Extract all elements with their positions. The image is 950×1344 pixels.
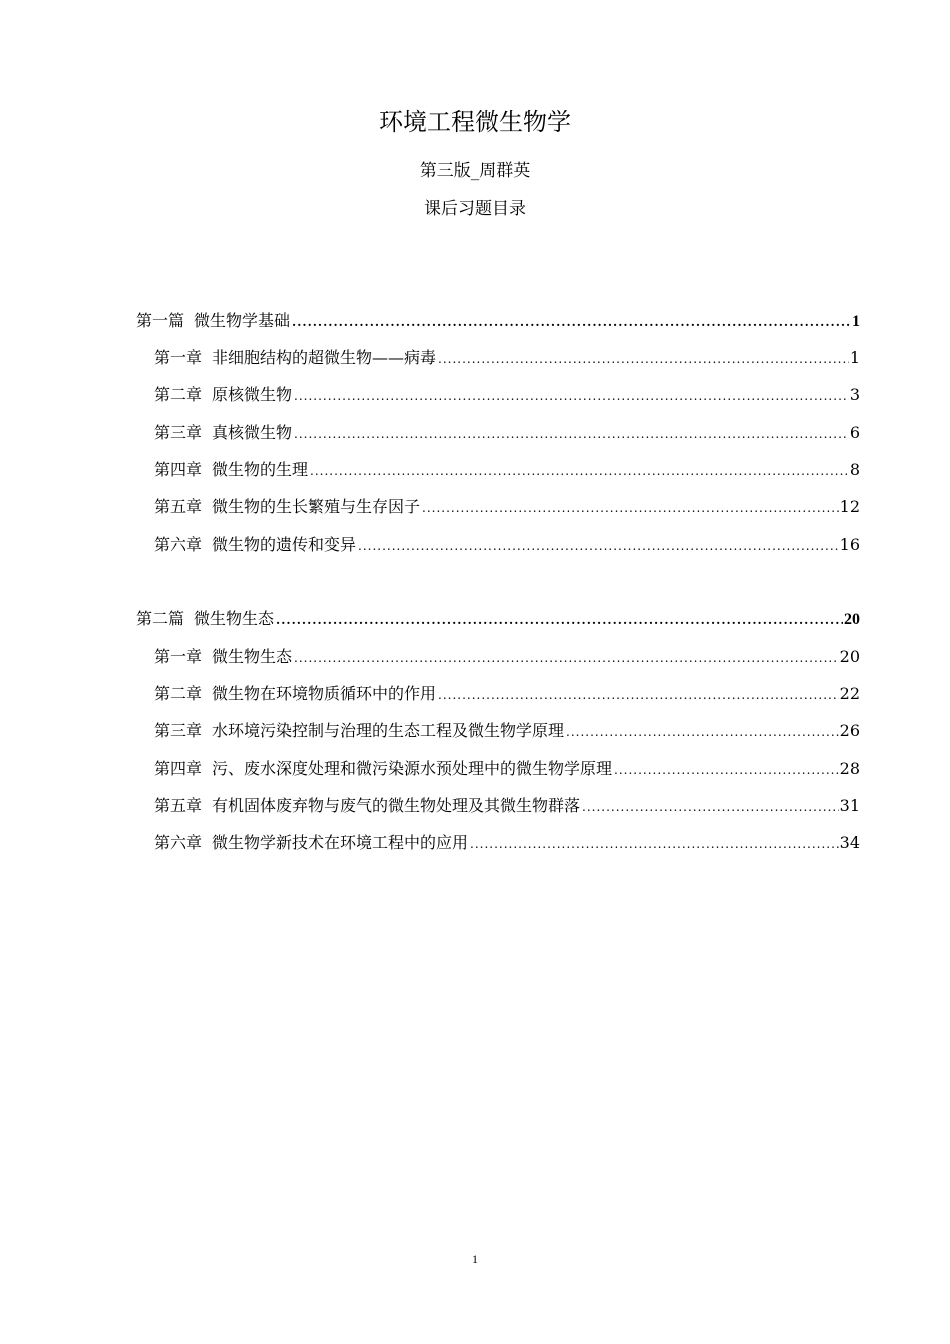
toc-part-2[interactable] [136,607,860,631]
toc-page-number: 6 [849,423,860,442]
toc-chapter-title: 非细胞结构的超微生物——病毒 [212,348,437,367]
footer-page-number: 1 [472,1252,478,1266]
toc-leader-dots [294,384,849,408]
toc-chapter-title: 真核微生物 [212,423,293,442]
toc-chapter[interactable] [154,719,860,743]
toc-part-title: 微生物生态 [194,609,275,628]
toc-chapter[interactable] [154,794,860,818]
toc-chapter[interactable] [154,831,860,855]
toc-page-number: 26 [839,721,860,740]
toc-part-number: 第一篇 [136,311,185,330]
toc-leader-dots [438,347,849,371]
toc-chapter-number: 第三章 [154,721,203,740]
toc-chapter[interactable] [154,645,860,669]
toc-chapter-title: 微生物的遗传和变异 [212,535,357,554]
toc-chapter-number: 第三章 [154,423,203,442]
toc-part-label [136,607,276,631]
toc-page-number: 22 [839,684,860,703]
toc-chapter[interactable] [154,421,860,445]
document-subtitle: 课后习题目录 [424,199,526,219]
toc-chapter-label [154,495,422,519]
toc-chapter[interactable] [154,383,860,407]
toc-page-number: 3 [849,385,860,404]
toc-page-number: 20 [839,647,860,666]
toc-part-label [136,309,292,333]
toc-chapter-title: 微生物生态 [212,647,293,666]
toc-chapter[interactable] [154,533,860,557]
toc-page-number: 1 [852,313,860,330]
toc-leader-dots [294,646,839,670]
toc-chapter-number: 第五章 [154,497,203,516]
toc-chapter-label [154,533,358,557]
toc-part-number: 第二篇 [136,609,185,628]
toc-leader-dots [614,758,839,782]
toc-chapter-title: 水环境污染控制与治理的生态工程及微生物学原理 [212,721,565,740]
toc-chapter-title: 微生物在环境物质循环中的作用 [212,684,437,703]
toc-chapter[interactable] [154,458,860,482]
toc-chapter-label [154,757,614,781]
toc-chapter-title: 原核微生物 [212,385,293,404]
toc-chapter[interactable] [154,495,860,519]
toc-leader-dots [310,459,849,483]
toc-leader-dots [422,496,839,520]
toc-chapter-title: 微生物学新技术在环境工程中的应用 [212,833,469,852]
toc-chapter-number: 第四章 [154,460,203,479]
toc-page-number: 12 [839,497,860,516]
toc-chapter-label [154,383,294,407]
toc-chapter-number: 第四章 [154,759,203,778]
toc-chapter-number: 第二章 [154,684,203,703]
toc-leader-dots [438,683,839,707]
toc-chapter-title: 有机固体废弃物与废气的微生物处理及其微生物群落 [212,796,581,815]
toc-chapter-number: 第六章 [154,833,203,852]
toc-chapter-title: 微生物的生长繁殖与生存因子 [212,497,421,516]
toc-chapter-label [154,719,566,743]
toc-leader-dots [566,720,839,744]
toc-chapter-label [154,645,294,669]
toc-leader-dots [294,422,849,446]
toc-page-number: 8 [849,460,860,479]
toc-chapter-label [154,421,294,445]
toc-chapter-title: 污、废水深度处理和微污染源水预处理中的微生物学原理 [212,759,613,778]
toc-page-number: 34 [839,833,860,852]
toc-leader-dots [582,795,839,819]
toc-leader-dots [470,832,839,856]
document-title: 环境工程微生物学 [379,108,571,136]
toc-page-number: 1 [849,348,860,367]
toc-leader-dots [358,534,839,558]
toc-leader-dots [276,608,843,632]
toc-page-number: 31 [839,796,860,815]
toc-chapter-number: 第二章 [154,385,203,404]
toc-chapter[interactable] [154,346,860,370]
toc-chapter-label [154,682,438,706]
toc-chapter-label [154,458,310,482]
toc-chapter-number: 第一章 [154,647,203,666]
toc-chapter-number: 第一章 [154,348,203,367]
toc-chapter-label [154,831,470,855]
toc-chapter-label [154,346,438,370]
toc-chapter-title: 微生物的生理 [212,460,309,479]
toc-chapter[interactable] [154,682,860,706]
toc-chapter-number: 第六章 [154,535,203,554]
document-edition: 第三版_周群英 [419,161,531,181]
toc-chapter[interactable] [154,757,860,781]
toc-page-number: 28 [839,759,860,778]
toc-chapter-number: 第五章 [154,796,203,815]
toc-page-number: 16 [839,535,860,554]
toc-part-1[interactable] [136,309,860,333]
toc-chapter-label [154,794,582,818]
toc-part-title: 微生物学基础 [194,311,291,330]
toc-leader-dots [292,310,851,334]
toc-page-number: 20 [844,611,860,628]
